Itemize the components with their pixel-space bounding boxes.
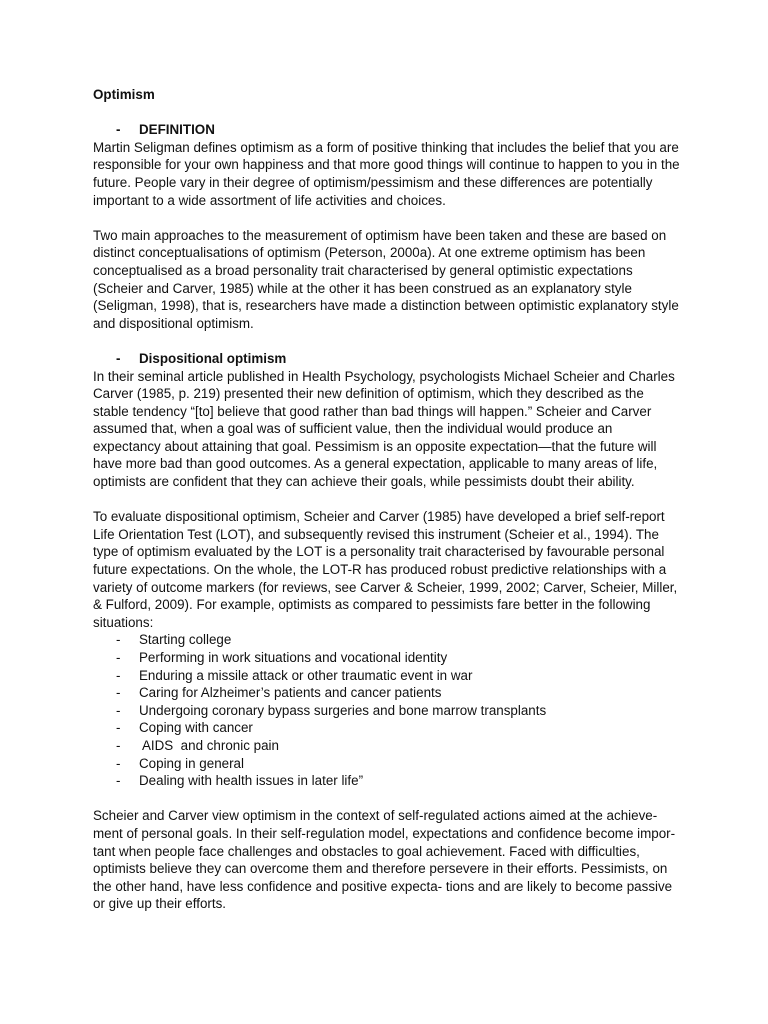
- heading-bullet: -: [116, 122, 121, 138]
- list-item-text: Coping with cancer: [139, 720, 253, 736]
- list-item: [93, 737, 683, 755]
- list-item-text: Undergoing coronary bypass surgeries and bone marrow transplants: [139, 702, 547, 718]
- section-heading-dispositional-optimism: [93, 350, 683, 368]
- list-bullet: -: [116, 685, 121, 701]
- list-item-text: Starting college: [139, 632, 232, 648]
- list-item: [93, 719, 683, 737]
- list-item: [93, 755, 683, 773]
- list-bullet: -: [116, 632, 121, 648]
- list-item: [93, 702, 683, 720]
- section-heading-definition: [93, 121, 683, 139]
- paragraph: To evaluate dispositional optimism, Scheier and Carver (1985) have developed a brief self-report Life Orientation Test (LOT), and subsequently revised this instrument (Scheier et al., 1994). The type of optimism evaluated by the LOT is a personality trait characterised by favourable personal future expectations. On the whole, the LOT-R has produced robust predictive relationships with a variety of outcome markers (for reviews, see Carver & Scheier, 1999, 2002; Carver, Scheier, Miller, & Fulford, 2009). For example, optimists as compared to pessimists fare better in the following situations:: [93, 509, 678, 630]
- list-bullet: -: [116, 755, 121, 771]
- list-bullet: -: [116, 667, 121, 683]
- heading-label: Dispositional optimism: [139, 350, 287, 366]
- list-item: [93, 684, 683, 702]
- heading-label: DEFINITION: [139, 122, 215, 138]
- list-item: [93, 631, 683, 649]
- list-bullet: -: [116, 773, 121, 789]
- paragraph: Two main approaches to the measurement of optimism have been taken and these are based on distinct conceptualisations of optimism (Peterson, 2000a). At one extreme optimism has been conceptualised as a broad personality trait characterised by general optimistic expectations (Scheier and Carver, 1985) while at the other it has been construed as an explanatory style (Seligman, 1998), that is, researchers have made a distinction between optimistic explanatory style and dispositional optimism.: [93, 227, 679, 331]
- list-item-text: Coping in general: [139, 755, 244, 771]
- heading-bullet: -: [116, 350, 121, 366]
- paragraph: Martin Seligman defines optimism as a form of positive thinking that includes the belief that you are responsible for your own happiness and that more good things will continue to happen to you in the future. People vary in their degree of optimism/pessimism and these differences are potentially important to a wide assortment of life activities and choices.: [93, 139, 680, 208]
- paragraph: In their seminal article published in Health Psychology, psychologists Michael Scheier and Charles Carver (1985, p. 219) presented their new definition of optimism, which they described as the stable tendency “[to] believe that good rather than bad things will happen.” Scheier and Carver assumed that, when a goal was of sufficient value, then the individual would produce an expectancy about attaining that goal. Pessimism is an opposite expectation—that the future will have more bad than good outcomes. As a general expectation, applicable to many areas of life, optimists are confident that they can achieve their goals, while pessimists doubt their ability.: [93, 368, 675, 490]
- list-item: [93, 649, 683, 667]
- list-item-text: AIDS and chronic pain: [139, 737, 279, 753]
- list-item-text: Performing in work situations and vocational identity: [139, 650, 448, 665]
- list-item-text: Dealing with health issues in later life”: [139, 773, 364, 789]
- list-item-text: Caring for Alzheimer’s patients and cancer patients: [139, 685, 442, 701]
- document-title: Optimism: [93, 87, 155, 102]
- situations-list: [93, 631, 683, 789]
- list-bullet: -: [116, 720, 121, 736]
- list-bullet: -: [116, 737, 121, 753]
- document-page: [93, 86, 683, 913]
- paragraph: Scheier and Carver view optimism in the context of self-regulated actions aimed at the achieve-ment of personal goals. In their self-regulation model, expectations and confidence become impor-tant when people face challenges and obstacles to goal achievement. Faced with difficulties, optimists believe they can overcome them and therefore persevere in their efforts. Pessimists, on the other hand, have less confidence and positive expecta- tions and are likely to become passive or give up their efforts.: [93, 808, 676, 912]
- list-item: [93, 667, 683, 685]
- list-bullet: -: [116, 702, 121, 718]
- list-item: [93, 772, 683, 790]
- list-bullet: -: [116, 650, 121, 665]
- list-item-text: Enduring a missile attack or other traumatic event in war: [139, 667, 473, 683]
